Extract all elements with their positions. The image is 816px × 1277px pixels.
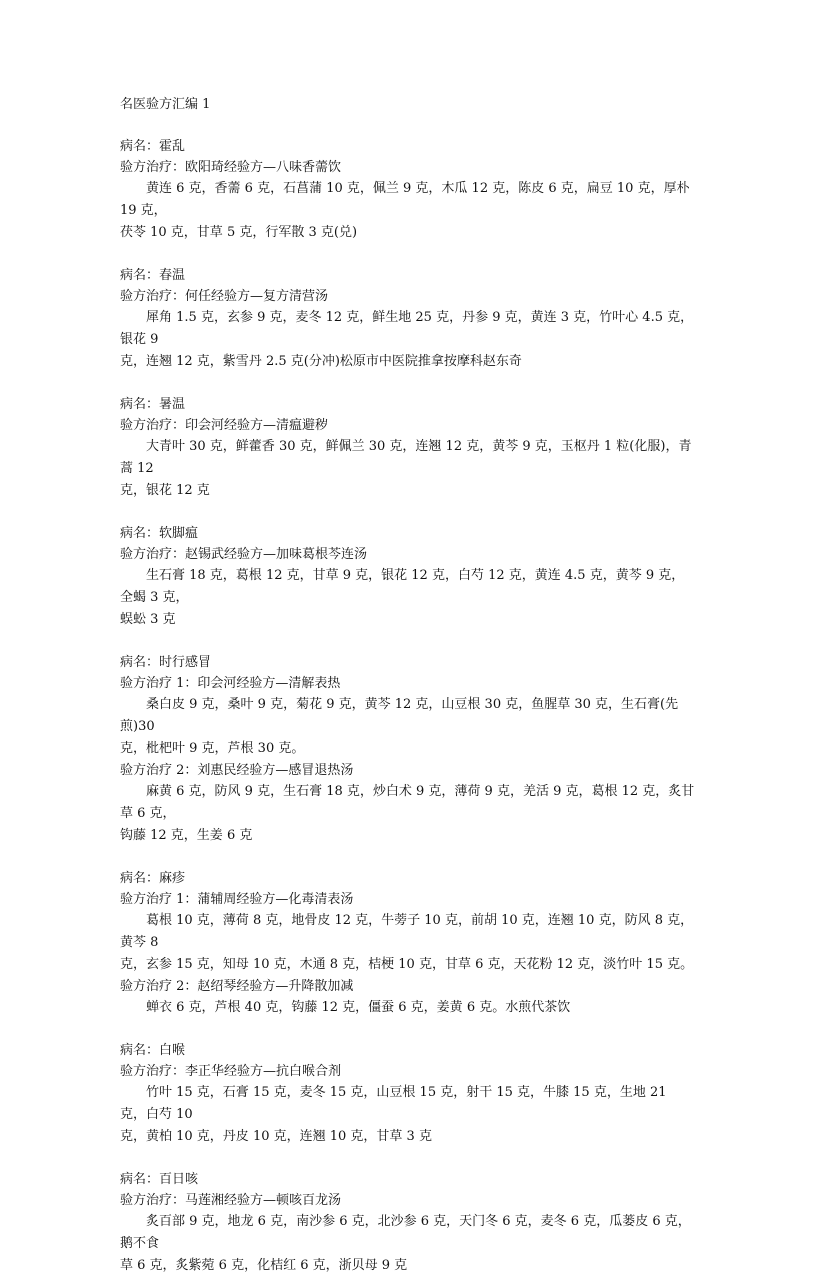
remedy-section [120, 652, 696, 847]
recipe-ingredients: 桑白皮 9 克，桑叶 9 克，菊花 9 克，黄芩 12 克，山豆根 30 克，鱼腥草 30 克，生石膏(先煎)30 克，枇杷叶 9 克，芦根 30 克。 [120, 697, 679, 756]
disease-name: 病名：霍乱 [120, 139, 186, 154]
disease-name: 病名：软脚瘟 [120, 526, 199, 541]
recipe-ingredients: 生石膏 18 克，葛根 12 克，甘草 9 克，银花 12 克，白芍 12 克，黄连 4.5 克，黄芩 9 克，全蝎 3 克， 蜈蚣 3 克 [120, 568, 685, 627]
disease-name: 病名：百日咳 [120, 1172, 199, 1187]
remedy-section [120, 868, 696, 1019]
remedy-section [120, 394, 696, 502]
remedy-method: 验方治疗 2：刘惠民经验方—感冒退热汤 [120, 763, 354, 778]
recipe-ingredients: 麻黄 6 克，防风 9 克，生石膏 18 克，炒白术 9 克，薄荷 9 克，羌活 9 克，葛根 12 克，炙甘草 6 克， 钩藤 12 克，生姜 6 克 [120, 784, 695, 843]
remedy-section [120, 1169, 696, 1277]
remedy-section [120, 523, 696, 631]
recipe-ingredients: 炙百部 9 克，地龙 6 克，南沙参 6 克，北沙参 6 克，天门冬 6 克，麦冬 6 克，瓜蒌皮 6 克，鹅不食 草 6 克，炙紫菀 6 克，化桔红 6 克，浙贝母 9 克 [120, 1214, 691, 1273]
remedy-method: 验方治疗：印会河经验方—清瘟避秽 [120, 418, 329, 433]
remedy-section [120, 265, 696, 373]
recipe-ingredients: 蝉衣 6 克，芦根 40 克，钩藤 12 克，僵蚕 6 克，姜黄 6 克。水煎代茶饮 [146, 1000, 571, 1015]
remedy-section [120, 1040, 696, 1148]
remedy-method: 验方治疗 2：赵绍琴经验方—升降散加减 [120, 979, 354, 994]
recipe-ingredients: 竹叶 15 克，石膏 15 克，麦冬 15 克，山豆根 15 克，射干 15 克，牛膝 15 克，生地 21 克，白芍 10 克，黄柏 10 克，丹皮 10 克，连翘 10 克，甘草 3 克 [120, 1085, 667, 1144]
remedy-sections [120, 136, 696, 1277]
disease-name: 病名：白喉 [120, 1043, 186, 1058]
remedy-method: 验方治疗：欧阳琦经验方—八味香薷饮 [120, 160, 342, 175]
document-title: 名医验方汇编 1 [120, 97, 211, 112]
recipe-ingredients: 黄连 6 克，香薷 6 克，石菖蒲 10 克，佩兰 9 克，木瓜 12 克，陈皮 6 克，扁豆 10 克，厚朴 19 克， 茯苓 10 克，甘草 5 克，行军散 3 克(兑) [120, 181, 690, 240]
document-page [120, 94, 696, 1277]
remedy-method: 验方治疗：李正华经验方—抗白喉合剂 [120, 1064, 342, 1079]
remedy-method: 验方治疗：赵锡武经验方—加味葛根芩连汤 [120, 547, 368, 562]
recipe-ingredients: 犀角 1.5 克，玄参 9 克，麦冬 12 克，鲜生地 25 克，丹参 9 克，黄连 3 克，竹叶心 4.5 克，银花 9 克，连翘 12 克，紫雪丹 2.5 克(分冲)松原市中医院推拿按摩科赵东奇 [120, 310, 694, 369]
remedy-method: 验方治疗：何任经验方—复方清营汤 [120, 289, 329, 304]
disease-name: 病名：春温 [120, 268, 186, 283]
remedy-method: 验方治疗 1：蒲辅周经验方—化毒清表汤 [120, 892, 354, 907]
remedy-method: 验方治疗 1：印会河经验方—清解表热 [120, 676, 341, 691]
disease-name: 病名：暑温 [120, 397, 186, 412]
remedy-method: 验方治疗：马莲湘经验方—顿咳百龙汤 [120, 1193, 342, 1208]
disease-name: 病名：时行感冒 [120, 655, 212, 670]
recipe-ingredients: 大青叶 30 克，鲜藿香 30 克，鲜佩兰 30 克，连翘 12 克，黄芩 9 克，玉枢丹 1 粒(化服)，青蒿 12 克，银花 12 克 [120, 439, 692, 498]
disease-name: 病名：麻疹 [120, 871, 186, 886]
recipe-ingredients: 葛根 10 克，薄荷 8 克，地骨皮 12 克，牛蒡子 10 克，前胡 10 克，连翘 10 克，防风 8 克，黄芩 8 克，玄参 15 克，知母 10 克，木通 8 克，桔梗 10 克，甘草 6 克，天花粉 12 克，淡竹叶 15 克。 [120, 913, 694, 972]
remedy-section [120, 136, 696, 244]
